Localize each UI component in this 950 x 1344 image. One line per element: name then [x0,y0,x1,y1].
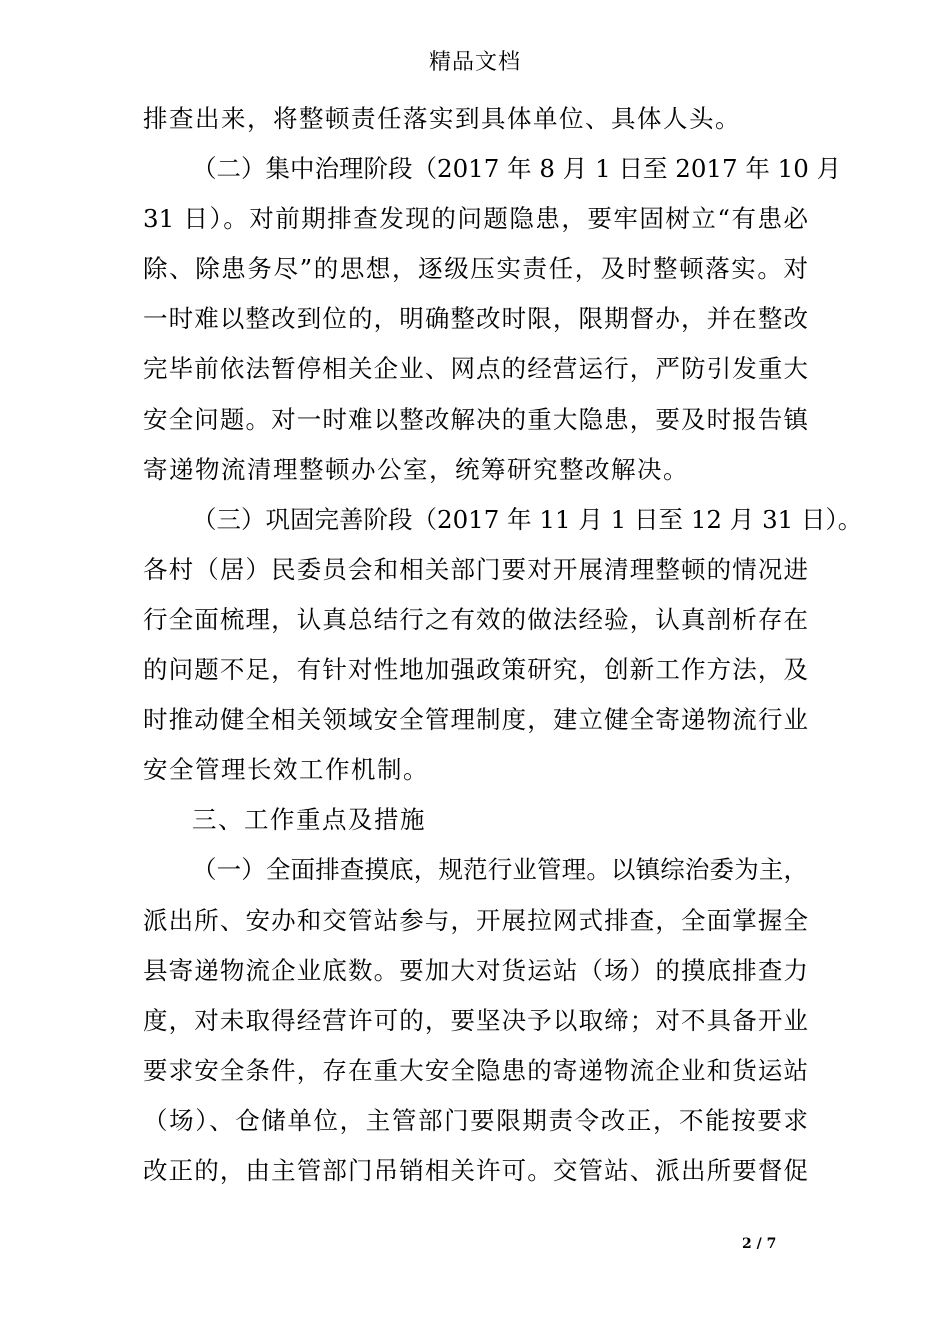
text-line: 的问题不足，有针对性地加强政策研究，创新工作方法，及 [143,655,808,685]
document-body [143,94,863,1196]
text-line: 县寄递物流企业底数。要加大对货运站（场）的摸底排查力 [143,955,808,985]
text-line: 要求安全条件，存在重大安全隐患的寄递物流企业和货运站 [143,1055,808,1085]
text-line: （三）巩固完善阶段（2017 年 11 月 1 日至 12 月 31 日）。 [192,504,863,534]
text-line: 度，对未取得经营许可的，要坚决予以取缔；对不具备开业 [143,1005,808,1035]
text-line: 安全管理长效工作机制。 [143,755,429,785]
text-line: 改正的，由主管部门吊销相关许可。交管站、派出所要督促 [143,1155,808,1185]
text-line: （二）集中治理阶段（2017 年 8 月 1 日至 2017 年 10 月 [192,154,842,184]
text-line: 31 日）。对前期排查发现的问题隐患，要牢固树立“有患必 [143,204,808,234]
text-line: 除、除患务尽”的思想，逐级压实责任，及时整顿落实。对 [143,254,808,284]
text-line: 排查出来，将整顿责任落实到具体单位、具体人头。 [143,104,741,133]
page-number: 2 / 7 [742,1236,777,1252]
page-header-title: 精品文档 [428,50,521,75]
text-line: 行全面梳理，认真总结行之有效的做法经验，认真剖析存在 [143,604,808,634]
text-line: 安全问题。对一时难以整改解决的重大隐患，要及时报告镇 [143,404,808,434]
text-line: 寄递物流清理整顿办公室，统筹研究整改解决。 [143,454,689,484]
text-line: （一）全面排查摸底，规范行业管理。以镇综治委为主， [192,855,808,885]
section-heading: 三、工作重点及措施 [192,805,426,835]
text-line: （场）、仓储单位，主管部门要限期责令改正，不能按要求 [143,1105,808,1135]
text-line: 派出所、安办和交管站参与，开展拉网式排查，全面掌握全 [143,905,808,935]
text-line: 各村（居）民委员会和相关部门要对开展清理整顿的情况进 [143,554,808,584]
text-line: 一时难以整改到位的，明确整改时限，限期督办，并在整改 [143,304,808,334]
text-line: 完毕前依法暂停相关企业、网点的经营运行，严防引发重大 [143,354,808,384]
text-line: 时推动健全相关领域安全管理制度，建立健全寄递物流行业 [143,705,808,735]
